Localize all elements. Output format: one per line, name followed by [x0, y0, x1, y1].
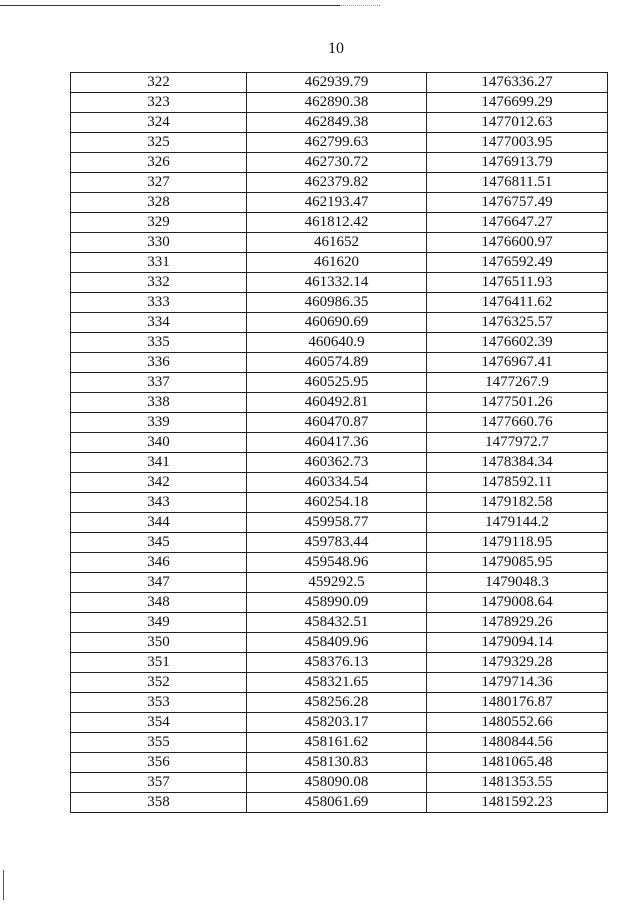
y-coordinate-cell: 1480844.56: [427, 733, 608, 753]
table-row: [71, 493, 608, 513]
table-row: [71, 673, 608, 693]
y-coordinate-cell: 1481592.23: [427, 793, 608, 813]
page-number: 10: [328, 40, 344, 57]
table-row: [71, 133, 608, 153]
table-row: [71, 793, 608, 813]
point-number-cell: 331: [71, 253, 247, 273]
point-number-cell: 326: [71, 153, 247, 173]
y-coordinate-cell: 1479714.36: [427, 673, 608, 693]
x-coordinate-cell: 460574.89: [247, 353, 427, 373]
table-row: [71, 173, 608, 193]
x-coordinate-cell: 462379.82: [247, 173, 427, 193]
table-row: [71, 753, 608, 773]
table-row: [71, 273, 608, 293]
point-number-cell: 357: [71, 773, 247, 793]
table-row: [71, 193, 608, 213]
table-row: [71, 633, 608, 653]
x-coordinate-cell: 461652: [247, 233, 427, 253]
x-coordinate-cell: 460525.95: [247, 373, 427, 393]
table-row: [71, 513, 608, 533]
x-coordinate-cell: 462799.63: [247, 133, 427, 153]
point-number-cell: 341: [71, 453, 247, 473]
y-coordinate-cell: 1476967.41: [427, 353, 608, 373]
y-coordinate-cell: 1479094.14: [427, 633, 608, 653]
x-coordinate-cell: 461620: [247, 253, 427, 273]
x-coordinate-cell: 458130.83: [247, 753, 427, 773]
point-number-cell: 358: [71, 793, 247, 813]
y-coordinate-cell: 1476913.79: [427, 153, 608, 173]
point-number-cell: 336: [71, 353, 247, 373]
y-coordinate-cell: 1479118.95: [427, 533, 608, 553]
x-coordinate-cell: 458061.69: [247, 793, 427, 813]
table-row: [71, 253, 608, 273]
table-row: [71, 93, 608, 113]
table-row: [71, 233, 608, 253]
x-coordinate-cell: 458321.65: [247, 673, 427, 693]
x-coordinate-cell: 460492.81: [247, 393, 427, 413]
point-number-cell: 330: [71, 233, 247, 253]
header-rule: [0, 5, 340, 6]
y-coordinate-cell: 1476811.51: [427, 173, 608, 193]
point-number-cell: 325: [71, 133, 247, 153]
page-edge-mark: [3, 870, 4, 900]
y-coordinate-cell: 1476757.49: [427, 193, 608, 213]
y-coordinate-cell: 1479144.2: [427, 513, 608, 533]
table-row: [71, 153, 608, 173]
table-row: [71, 713, 608, 733]
point-number-cell: 335: [71, 333, 247, 353]
point-number-cell: 344: [71, 513, 247, 533]
y-coordinate-cell: 1478929.26: [427, 613, 608, 633]
table-row: [71, 333, 608, 353]
point-number-cell: 329: [71, 213, 247, 233]
y-coordinate-cell: 1476411.62: [427, 293, 608, 313]
point-number-cell: 334: [71, 313, 247, 333]
y-coordinate-cell: 1476699.29: [427, 93, 608, 113]
y-coordinate-cell: 1477003.95: [427, 133, 608, 153]
point-number-cell: 347: [71, 573, 247, 593]
x-coordinate-cell: 460334.54: [247, 473, 427, 493]
x-coordinate-cell: 462939.79: [247, 73, 427, 93]
y-coordinate-cell: 1476600.97: [427, 233, 608, 253]
y-coordinate-cell: 1476325.57: [427, 313, 608, 333]
x-coordinate-cell: 459292.5: [247, 573, 427, 593]
y-coordinate-cell: 1477972.7: [427, 433, 608, 453]
point-number-cell: 337: [71, 373, 247, 393]
x-coordinate-cell: 461812.42: [247, 213, 427, 233]
table-row: [71, 393, 608, 413]
table-row: [71, 293, 608, 313]
point-number-cell: 352: [71, 673, 247, 693]
y-coordinate-cell: 1476602.39: [427, 333, 608, 353]
x-coordinate-cell: 462890.38: [247, 93, 427, 113]
x-coordinate-cell: 460470.87: [247, 413, 427, 433]
y-coordinate-cell: 1476592.49: [427, 253, 608, 273]
table-row: [71, 693, 608, 713]
point-number-cell: 338: [71, 393, 247, 413]
y-coordinate-cell: 1479329.28: [427, 653, 608, 673]
point-number-cell: 328: [71, 193, 247, 213]
coordinates-table: [70, 72, 608, 813]
y-coordinate-cell: 1480176.87: [427, 693, 608, 713]
table-row: [71, 453, 608, 473]
table-row: [71, 773, 608, 793]
y-coordinate-cell: 1476336.27: [427, 73, 608, 93]
table-body: [71, 73, 608, 813]
point-number-cell: 333: [71, 293, 247, 313]
y-coordinate-cell: 1480552.66: [427, 713, 608, 733]
y-coordinate-cell: 1477012.63: [427, 113, 608, 133]
y-coordinate-cell: 1477501.26: [427, 393, 608, 413]
y-coordinate-cell: 1476647.27: [427, 213, 608, 233]
point-number-cell: 351: [71, 653, 247, 673]
point-number-cell: 356: [71, 753, 247, 773]
table-row: [71, 313, 608, 333]
point-number-cell: 343: [71, 493, 247, 513]
y-coordinate-cell: 1476511.93: [427, 273, 608, 293]
y-coordinate-cell: 1477267.9: [427, 373, 608, 393]
point-number-cell: 345: [71, 533, 247, 553]
point-number-cell: 349: [71, 613, 247, 633]
x-coordinate-cell: 460986.35: [247, 293, 427, 313]
y-coordinate-cell: 1481353.55: [427, 773, 608, 793]
table-row: [71, 353, 608, 373]
x-coordinate-cell: 458432.51: [247, 613, 427, 633]
table-row: [71, 553, 608, 573]
table-row: [71, 533, 608, 553]
point-number-cell: 340: [71, 433, 247, 453]
y-coordinate-cell: 1479182.58: [427, 493, 608, 513]
table-row: [71, 113, 608, 133]
table-row: [71, 413, 608, 433]
x-coordinate-cell: 460362.73: [247, 453, 427, 473]
x-coordinate-cell: 458161.62: [247, 733, 427, 753]
x-coordinate-cell: 459958.77: [247, 513, 427, 533]
x-coordinate-cell: 460690.69: [247, 313, 427, 333]
point-number-cell: 322: [71, 73, 247, 93]
x-coordinate-cell: 459783.44: [247, 533, 427, 553]
point-number-cell: 332: [71, 273, 247, 293]
y-coordinate-cell: 1479008.64: [427, 593, 608, 613]
table-row: [71, 373, 608, 393]
point-number-cell: 354: [71, 713, 247, 733]
table-row: [71, 473, 608, 493]
x-coordinate-cell: 460254.18: [247, 493, 427, 513]
point-number-cell: 327: [71, 173, 247, 193]
table-row: [71, 613, 608, 633]
x-coordinate-cell: 461332.14: [247, 273, 427, 293]
table-row: [71, 433, 608, 453]
point-number-cell: 339: [71, 413, 247, 433]
x-coordinate-cell: 458990.09: [247, 593, 427, 613]
x-coordinate-cell: 462849.38: [247, 113, 427, 133]
y-coordinate-cell: 1479048.3: [427, 573, 608, 593]
point-number-cell: 342: [71, 473, 247, 493]
y-coordinate-cell: 1478384.34: [427, 453, 608, 473]
y-coordinate-cell: 1481065.48: [427, 753, 608, 773]
point-number-cell: 348: [71, 593, 247, 613]
table-row: [71, 653, 608, 673]
x-coordinate-cell: 458376.13: [247, 653, 427, 673]
point-number-cell: 353: [71, 693, 247, 713]
x-coordinate-cell: 458256.28: [247, 693, 427, 713]
x-coordinate-cell: 458203.17: [247, 713, 427, 733]
point-number-cell: 355: [71, 733, 247, 753]
point-number-cell: 323: [71, 93, 247, 113]
point-number-cell: 346: [71, 553, 247, 573]
header-rule-faint: [340, 5, 380, 6]
y-coordinate-cell: 1477660.76: [427, 413, 608, 433]
table-row: [71, 573, 608, 593]
y-coordinate-cell: 1479085.95: [427, 553, 608, 573]
point-number-cell: 324: [71, 113, 247, 133]
table-row: [71, 733, 608, 753]
table-row: [71, 213, 608, 233]
x-coordinate-cell: 460417.36: [247, 433, 427, 453]
point-number-cell: 350: [71, 633, 247, 653]
x-coordinate-cell: 458090.08: [247, 773, 427, 793]
x-coordinate-cell: 460640.9: [247, 333, 427, 353]
x-coordinate-cell: 458409.96: [247, 633, 427, 653]
table-row: [71, 73, 608, 93]
x-coordinate-cell: 459548.96: [247, 553, 427, 573]
x-coordinate-cell: 462193.47: [247, 193, 427, 213]
table-row: [71, 593, 608, 613]
x-coordinate-cell: 462730.72: [247, 153, 427, 173]
y-coordinate-cell: 1478592.11: [427, 473, 608, 493]
